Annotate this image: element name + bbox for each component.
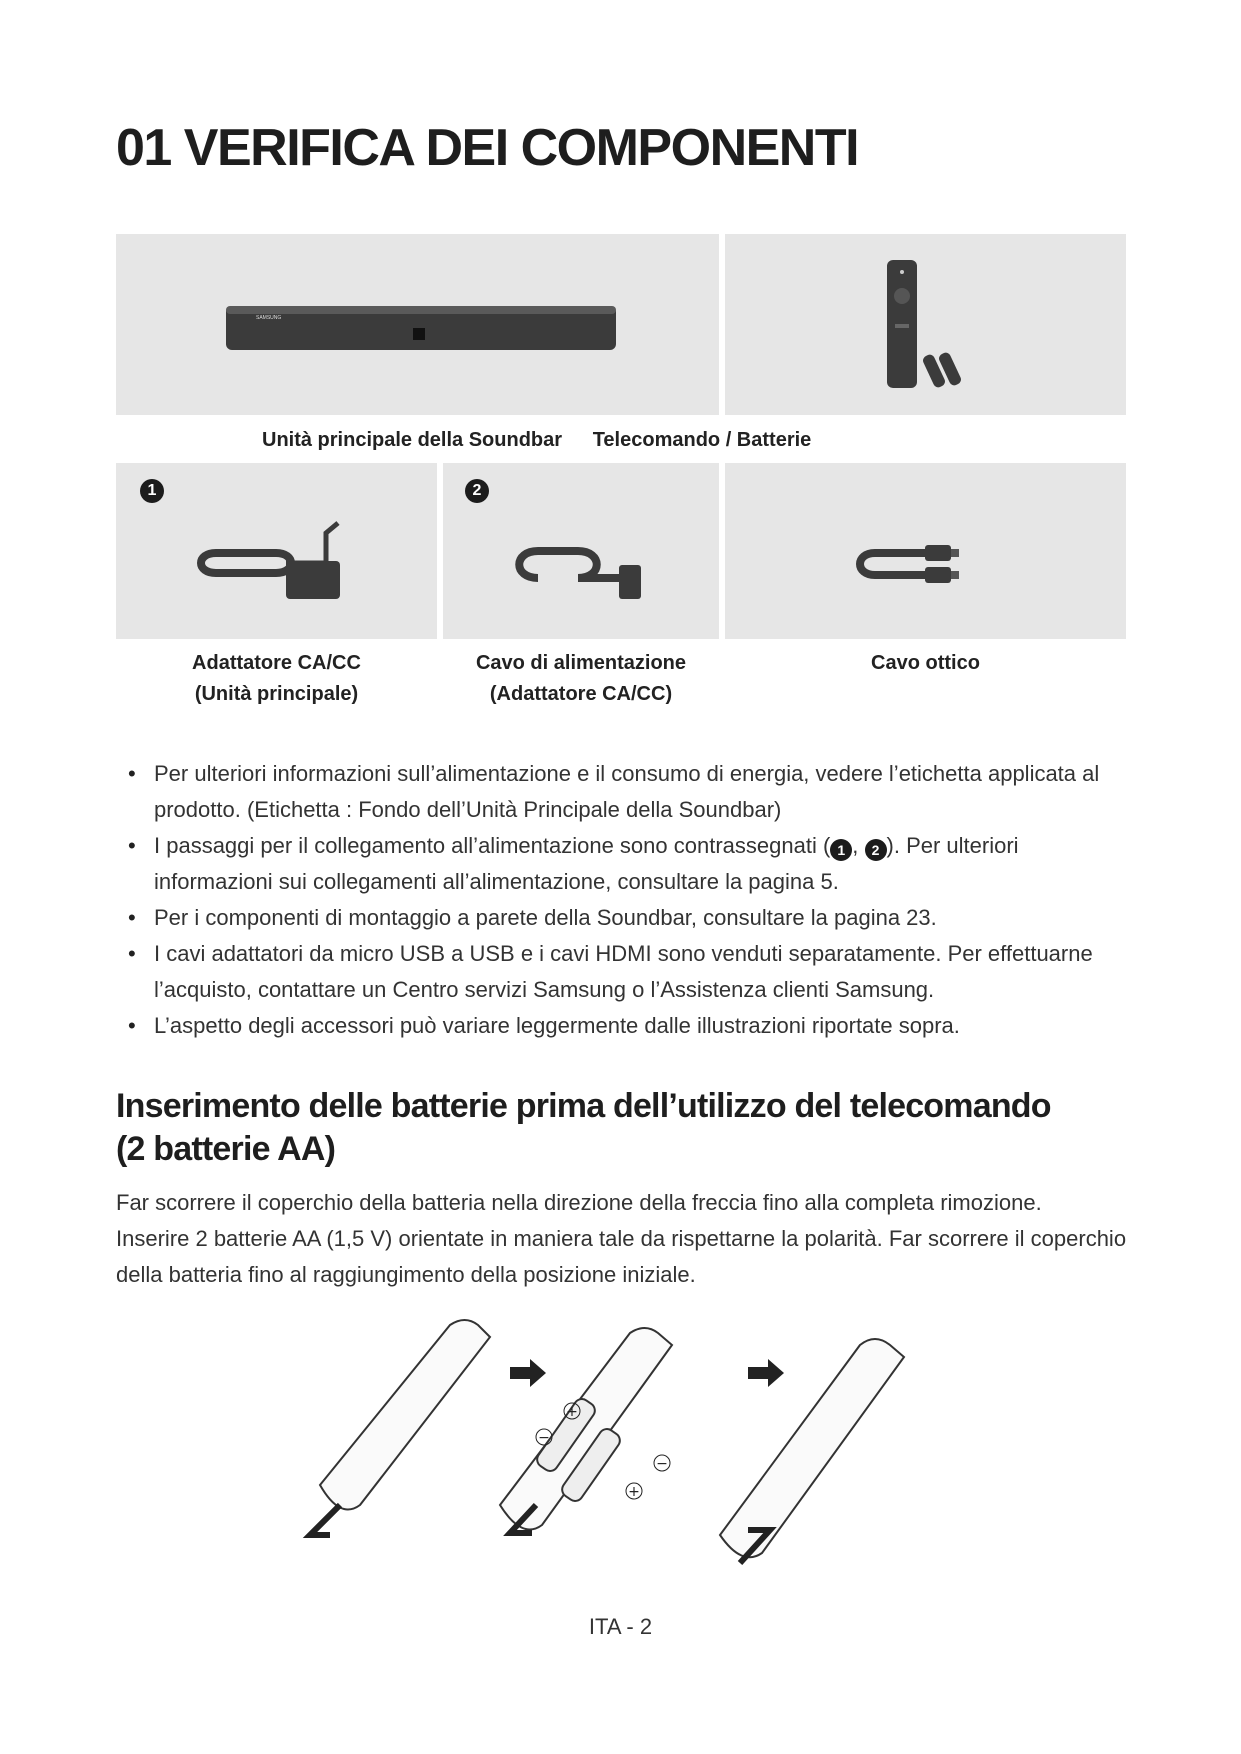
remote-illustration: [725, 234, 1126, 415]
note-item: • Per ulteriori informazioni sull’alimentazione e il consumo di energia, vedere l’etichetta applicata al prodotto. (Etichetta : Fondo dell’Unità Principale della Soundbar): [128, 756, 1128, 828]
caption-soundbar: Unità principale della Soundbar: [262, 429, 563, 451]
ac-adapter-illustration: [116, 463, 437, 639]
arrow-right-icon: [510, 1359, 546, 1387]
caption-optical-cable: Cavo ottico: [871, 652, 980, 674]
page-number: ITA - 2: [588, 1614, 653, 1639]
battery-insertion-illustration: [300, 1305, 940, 1565]
marker-1: 1: [140, 479, 164, 503]
polarity-plus-icon: +: [566, 1404, 578, 1420]
marker-1-inline: 1: [830, 839, 852, 861]
panel-ac-adapter: [116, 463, 437, 639]
note-item: • L’aspetto degli accessori può variare leggermente dalle illustrazioni riportate sopra.: [128, 1008, 1128, 1044]
caption-ac-adapter: Adattatore CA/CC (Unità principale): [192, 652, 361, 705]
panel-soundbar: [116, 234, 719, 415]
marker-2-inline: 2: [865, 839, 887, 861]
polarity-minus-icon: −: [538, 1430, 550, 1446]
page-title: 01 VERIFICA DEI COMPONENTI: [116, 119, 859, 177]
caption-power-cord: Cavo di alimentazione (Adattatore CA/CC): [475, 652, 687, 705]
slide-out-arrow-icon: [310, 1505, 340, 1535]
optical-cable-illustration: [725, 463, 1126, 639]
note-item: • Per i componenti di montaggio a parete della Soundbar, consultare la pagina 23.: [128, 900, 1128, 936]
note-item: • I cavi adattatori da micro USB a USB e i cavi HDMI sono venduti separatamente. Per effettuarne l’acquisto, contattare un Centro servizi Samsung o l’Assistenza clienti Samsung.: [128, 936, 1128, 1008]
panel-power-cord: [443, 463, 719, 639]
notes-list: [128, 756, 1128, 1044]
polarity-plus-icon: +: [628, 1484, 640, 1500]
arrow-right-icon: [748, 1359, 784, 1387]
note-item: • I passaggi per il collegamento all’alimentazione sono contrassegnati ( 1 , 2 ). Per ulteriori informazioni sui collegamenti all’alimentazione, consultare la pagina 5.: [128, 828, 1128, 900]
section-paragraph: Far scorrere il coperchio della batteria nella direzione della freccia fino alla completa rimozione. Inserire 2 batterie AA (1,5 V) orientate in maniera tale da rispettarne la polarità. Far scorrere il coperchio della batteria fino al raggiungimento della posizione iniziale.: [116, 1190, 1127, 1287]
marker-2: 2: [465, 479, 489, 503]
soundbar-illustration: [116, 234, 719, 415]
panel-remote: [725, 234, 1126, 415]
polarity-minus-icon: −: [656, 1456, 668, 1472]
caption-remote: Telecomando / Batterie: [592, 429, 812, 451]
section-heading: Inserimento delle batterie prima dell’utilizzo del telecomando (2 batterie AA): [116, 1087, 1051, 1168]
soundbar-logo: SAMSUNG: [256, 315, 282, 321]
panel-optical-cable: [725, 463, 1126, 639]
